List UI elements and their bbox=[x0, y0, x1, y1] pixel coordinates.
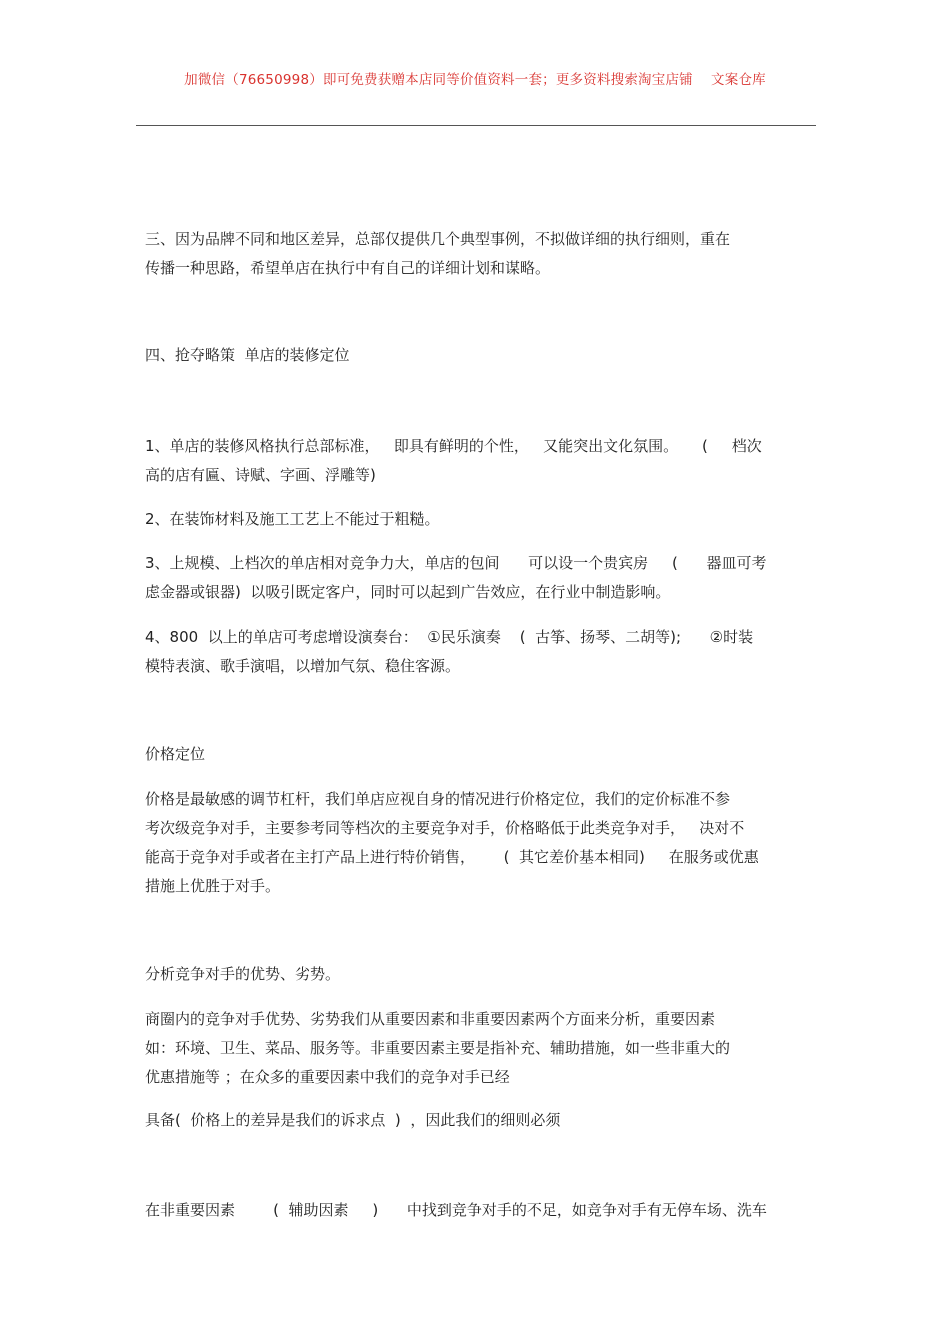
text-line: 措施上优胜于对手。 bbox=[145, 877, 281, 895]
text-line: 虑金器或银器) 以吸引既定客户，同时可以起到广告效应，在行业中制造影响。 bbox=[145, 583, 671, 601]
text-line: 模特表演、歌手演唱，以增加气氛、稳住客源。 bbox=[145, 657, 461, 675]
text-line: 4、800 以上的单店可考虑增设演奏台： ①民乐演奏 ( 古筝、扬琴、二胡等); ②时装 bbox=[145, 628, 754, 646]
paragraph-competitor bbox=[145, 1005, 809, 1092]
paragraph-appeal bbox=[145, 1106, 809, 1135]
text-line: 具备( 价格上的差异是我们的诉求点 ) ，因此我们的细则必须 bbox=[145, 1111, 561, 1129]
list-item-4 bbox=[145, 623, 809, 681]
text-line: 在非重要因素 ( 辅助因素 ) 中找到竞争对手的不足，如竞争对手有无停车场、洗车 bbox=[145, 1201, 767, 1219]
text-line: 传播一种思路，希望单店在执行中有自己的详细计划和谋略。 bbox=[145, 259, 551, 277]
text-line: 如：环境、卫生、菜品、服务等。非重要因素主要是指补充、辅助措施，如一些非重大的 bbox=[145, 1039, 731, 1057]
text-line: 1、单店的装修风格执行总部标准， 即具有鲜明的个性， 又能突出文化氛围。 ( 档次 bbox=[145, 437, 762, 455]
text-line: 考次级竞争对手，主要参考同等档次的主要竞争对手，价格略低于此类竞争对手， 决对不 bbox=[145, 819, 745, 837]
promo-banner: 加微信（76650998）即可免费获赠本店同等价值资料一套；更多资料搜索淘宝店铺 文案仓库 bbox=[184, 72, 766, 88]
text-line: 3、上规模、上档次的单店相对竞争力大，单店的包间 可以设一个贵宾房 ( 器皿可考 bbox=[145, 554, 767, 572]
text-line: 四、抢夺略策 单店的装修定位 bbox=[145, 346, 350, 364]
section-heading-price bbox=[145, 740, 809, 769]
paragraph-non-key-factors bbox=[145, 1196, 809, 1225]
text-line: 2、在装饰材料及施工工艺上不能过于粗糙。 bbox=[145, 510, 440, 528]
paragraph-price bbox=[145, 785, 809, 901]
section-heading-competitor bbox=[145, 960, 809, 989]
text-line: 商圈内的竞争对手优势、劣势我们从重要因素和非重要因素两个方面来分析，重要因素 bbox=[145, 1010, 716, 1028]
text-line: 价格是最敏感的调节杠杆，我们单店应视自身的情况进行价格定位，我们的定价标准不参 bbox=[145, 790, 731, 808]
text-line: 分析竞争对手的优势、劣势。 bbox=[145, 965, 341, 983]
text-line: 能高于竞争对手或者在主打产品上进行特价销售， ( 其它差价基本相同) 在服务或优惠 bbox=[145, 848, 759, 866]
section-heading-four bbox=[145, 341, 809, 370]
text-line: 优惠措施等 ；在众多的重要因素中我们的竞争对手已经 bbox=[145, 1068, 510, 1086]
text-line: 价格定位 bbox=[145, 745, 206, 763]
header-divider bbox=[136, 125, 816, 126]
text-line: 高的店有匾、诗赋、字画、浮雕等) bbox=[145, 466, 376, 484]
text-line: 三、因为品牌不同和地区差异，总部仅提供几个典型事例，不拟做详细的执行细则，重在 bbox=[145, 230, 731, 248]
list-item-1 bbox=[145, 432, 809, 490]
list-item-3 bbox=[145, 549, 809, 607]
paragraph-three bbox=[145, 225, 809, 283]
list-item-2 bbox=[145, 505, 809, 534]
